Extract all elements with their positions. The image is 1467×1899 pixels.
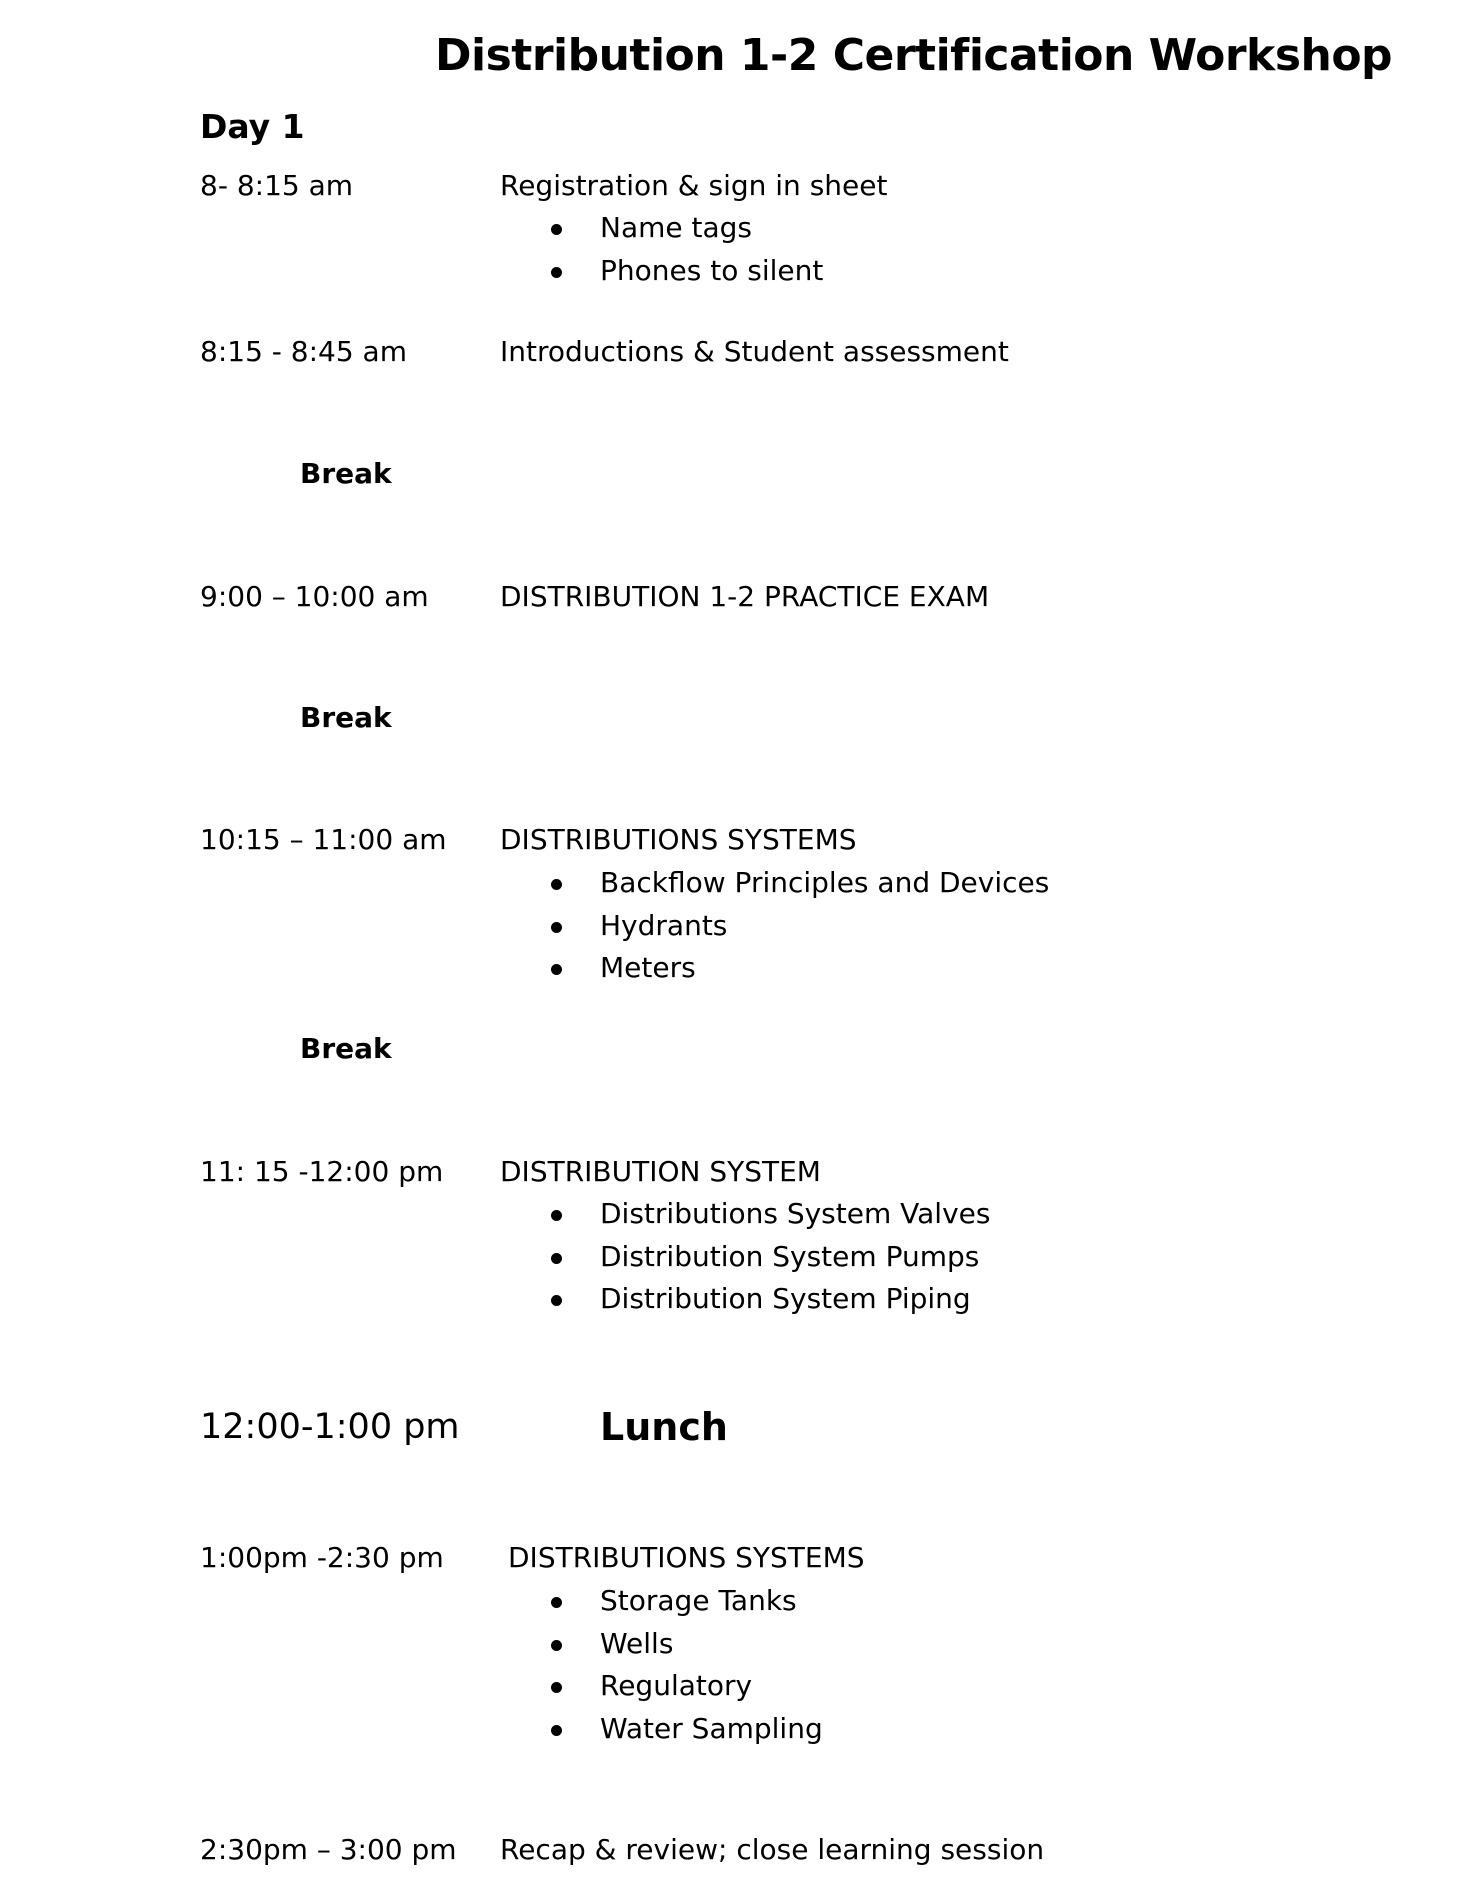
bullet-icon (551, 1210, 562, 1221)
session-time: 9:00 – 10:00 am (200, 580, 429, 613)
session-bullet-list (500, 1586, 823, 1756)
bullet-icon (551, 964, 562, 975)
session-time: 10:15 – 11:00 am (200, 823, 447, 856)
list-item: Distributions System Valves (500, 1199, 990, 1242)
list-item: Wells (500, 1629, 823, 1672)
bullet-icon (551, 1682, 562, 1693)
list-item: Storage Tanks (500, 1586, 823, 1629)
session-time: 2:30pm – 3:00 pm (200, 1833, 457, 1866)
session-time: 8- 8:15 am (200, 169, 354, 202)
day-heading: Day 1 (200, 107, 305, 146)
session-bullet-list (500, 868, 1049, 996)
break-label: Break (300, 1032, 392, 1065)
list-item: Meters (500, 953, 1049, 996)
break-label: Break (300, 457, 392, 490)
list-item: Hydrants (500, 911, 1049, 954)
list-item: Distribution System Pumps (500, 1242, 990, 1285)
bullet-icon (551, 224, 562, 235)
bullet-icon (551, 267, 562, 278)
session-bullet-list (500, 1199, 990, 1327)
bullet-icon (551, 1295, 562, 1306)
list-item: Distribution System Piping (500, 1284, 990, 1327)
list-item: Name tags (500, 213, 823, 256)
bullet-icon (551, 1640, 562, 1651)
session-time: 11: 15 -12:00 pm (200, 1155, 444, 1188)
bullet-icon (551, 1597, 562, 1608)
bullet-icon (551, 922, 562, 933)
bullet-icon (551, 1725, 562, 1736)
session-description: DISTRIBUTION SYSTEM (500, 1155, 821, 1188)
list-item: Water Sampling (500, 1714, 823, 1757)
session-time: 8:15 - 8:45 am (200, 335, 407, 368)
document-title: Distribution 1-2 Certification Workshop (435, 30, 1393, 81)
bullet-icon (551, 1253, 562, 1264)
session-description: Recap & review; close learning session (500, 1833, 1045, 1866)
session-description: DISTRIBUTION 1-2 PRACTICE EXAM (500, 580, 990, 613)
session-time: 12:00-1:00 pm (200, 1407, 460, 1447)
list-item: Regulatory (500, 1671, 823, 1714)
break-label: Break (300, 701, 392, 734)
session-description: Registration & sign in sheet (500, 169, 888, 202)
list-item: Backflow Principles and Devices (500, 868, 1049, 911)
lunch-label: Lunch (600, 1405, 728, 1449)
session-description: DISTRIBUTIONS SYSTEMS (500, 823, 857, 856)
session-bullet-list (500, 213, 823, 298)
session-time: 1:00pm -2:30 pm (200, 1541, 444, 1574)
session-description: Introductions & Student assessment (500, 335, 1009, 368)
session-description: DISTRIBUTIONS SYSTEMS (508, 1541, 865, 1574)
bullet-icon (551, 879, 562, 890)
list-item: Phones to silent (500, 256, 823, 299)
